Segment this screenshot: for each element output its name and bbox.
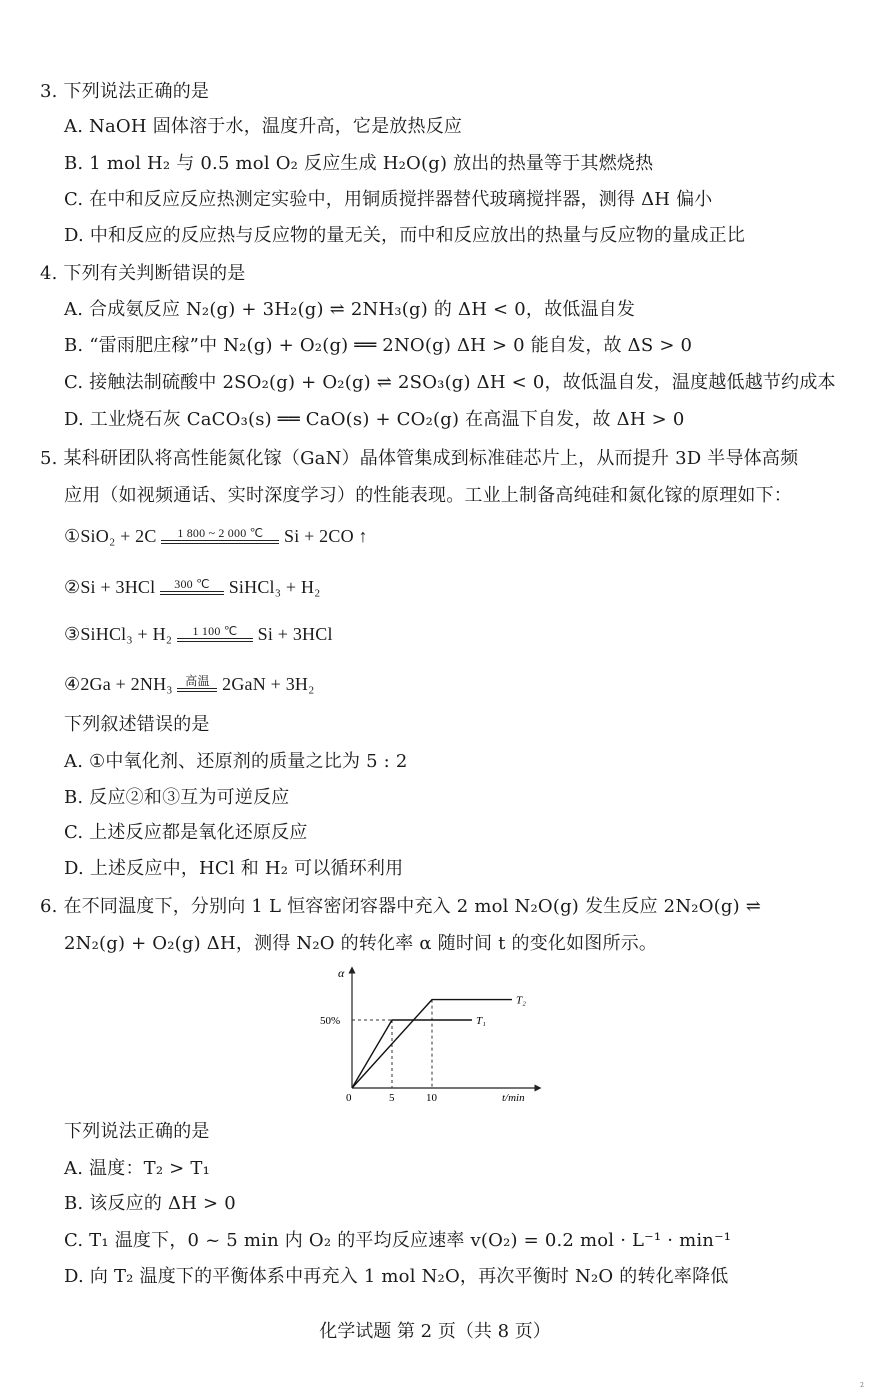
eq1-products: Si + 2CO ↑: [284, 525, 368, 546]
q3-option-c: C. 在中和反应反应热测定实验中，用铜质搅拌器替代玻璃搅拌器，测得 ΔH 偏小: [64, 189, 713, 210]
eq2-condition-arrow: [160, 578, 224, 595]
q5-option-d: D. 上述反应中，HCl 和 H₂ 可以循环利用: [64, 858, 404, 879]
q5-stem-line2: 应用（如视频通话、实时深度学习）的性能表现。工业上制备高纯硅和氮化镓的原理如下：: [64, 485, 792, 506]
eq4-condition: 高温: [185, 674, 210, 689]
y-tick-label: 50%: [320, 1015, 341, 1027]
q6-stem-line1: 6. 在不同温度下，分别向 1 L 恒容密闭容器中充入 2 mol N₂O(g) 发生反应 2N₂O(g) ⇌: [40, 896, 762, 917]
conversion-rate-chart: [318, 965, 558, 1105]
q5-stem-line1: 5. 某科研团队将高性能氮化镓（GaN）晶体管集成到标准硅芯片上，从而提升 3D 半导体高频: [40, 448, 799, 469]
equation-1: [64, 522, 368, 548]
eq2-condition: 300 ℃: [174, 577, 210, 592]
eq3-condition-arrow: [177, 625, 253, 642]
eq2-products: SiHCl₃ + H₂: [228, 576, 321, 597]
q3-option-a: A. NaOH 固体溶于水，温度升高，它是放热反应: [64, 116, 463, 137]
x-tick-label-10: 10: [426, 1092, 437, 1104]
series-line-1: [352, 1020, 472, 1088]
q6-ask: 下列说法正确的是: [64, 1121, 210, 1142]
q6-stem-line2: 2N₂(g) + O₂(g) ΔH，测得 N₂O 的转化率 α 随时间 t 的变化如图所示。: [64, 933, 658, 954]
q5-option-b: B. 反应②和③互为可逆反应: [64, 787, 290, 808]
series-label-1: T₁: [476, 1015, 486, 1027]
eq4-reactants: ④2Ga + 2NH₃: [64, 673, 173, 694]
x-axis-label: t/min: [502, 1092, 525, 1104]
eq4-condition-arrow: [177, 675, 217, 692]
q3-option-b: B. 1 mol H₂ 与 0.5 mol O₂ 反应生成 H₂O(g) 放出的热量等于其燃烧热: [64, 153, 654, 174]
equation-4: [64, 670, 315, 696]
q6-option-d: D. 向 T₂ 温度下的平衡体系中再充入 1 mol N₂O，再次平衡时 N₂O 的转化率降低: [64, 1266, 729, 1287]
page-corner-number: 2: [860, 1382, 864, 1389]
q6-option-c: C. T₁ 温度下，0 ~ 5 min 内 O₂ 的平均反应速率 v(O₂) = 0.2 mol · L⁻¹ · min⁻¹: [64, 1230, 732, 1251]
q6-option-b: B. 该反应的 ΔH > 0: [64, 1193, 236, 1214]
series-label-2: T₂: [516, 994, 526, 1007]
y-axis-label: α: [338, 966, 345, 980]
q3-option-d: D. 中和反应的反应热与反应物的量无关，而中和反应放出的热量与反应物的量成正比: [64, 225, 746, 246]
q4-option-a: A. 合成氨反应 N₂(g) + 3H₂(g) ⇌ 2NH₃(g) 的 ΔH < 0，故低温自发: [64, 299, 636, 320]
eq3-reactants: ③SiHCl₃ + H₂: [64, 623, 173, 644]
equation-2: [64, 573, 321, 599]
page-footer: 化学试题 第 2 页（共 8 页）: [319, 1321, 551, 1342]
q4-option-c: C. 接触法制硫酸中 2SO₂(g) + O₂(g) ⇌ 2SO₃(g) ΔH < 0，故低温自发，温度越低越节约成本: [64, 372, 836, 393]
q6-option-a: A. 温度：T₂ > T₁: [64, 1158, 211, 1179]
q5-option-a: A. ①中氧化剂、还原剂的质量之比为 5 : 2: [64, 751, 408, 772]
q5-option-c: C. 上述反应都是氧化还原反应: [64, 822, 308, 843]
q4-option-b: B. “雷雨肥庄稼”中 N₂(g) + O₂(g) ══ 2NO(g) ΔH > 0 能自发，故 ΔS > 0: [64, 335, 693, 356]
equation-3: [64, 620, 333, 646]
eq3-products: Si + 3HCl: [257, 623, 333, 644]
x-tick-label-0: 0: [346, 1092, 352, 1104]
q5-ask: 下列叙述错误的是: [64, 714, 210, 735]
eq1-condition-arrow: [161, 527, 279, 544]
eq2-reactants: ②Si + 3HCl: [64, 576, 156, 597]
eq3-condition: 1 100 ℃: [192, 624, 238, 639]
eq1-condition: 1 800 ~ 2 000 ℃: [177, 526, 264, 541]
q3-stem: 3. 下列说法正确的是: [40, 81, 210, 102]
q4-option-d: D. 工业烧石灰 CaCO₃(s) ══ CaO(s) + CO₂(g) 在高温下自发，故 ΔH > 0: [64, 409, 685, 430]
eq4-products: 2GaN + 3H₂: [222, 673, 315, 694]
eq1-reactants: ①SiO₂ + 2C: [64, 525, 157, 546]
q4-stem: 4. 下列有关判断错误的是: [40, 263, 246, 284]
x-tick-label-5: 5: [389, 1092, 395, 1104]
